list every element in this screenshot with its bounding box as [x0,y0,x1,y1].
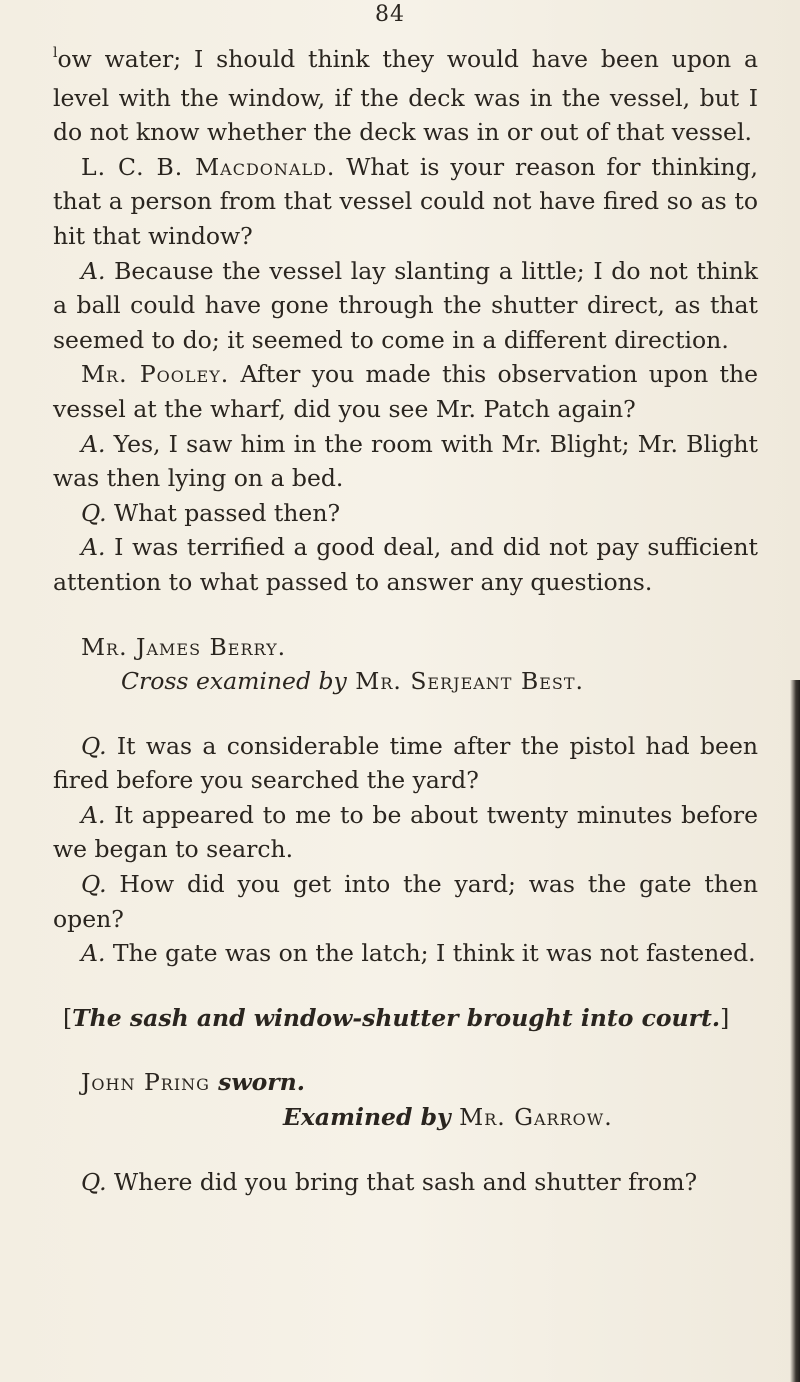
paragraph-pooley-question: Mr. Pooley. After you made this observation upon the vessel at the wharf, did you see Mr. Patch again? [53,360,758,423]
answer-label: A. [81,533,106,562]
answer-label: A. [81,429,106,458]
page-text [53,42,758,1199]
paragraph-continuation: $^l$ow water; I should think they would have been upon a level with the window, if the deck was in the vessel, but I do not know whether the deck was in or out of that vessel. [53,45,758,147]
answer-label: A. [81,800,106,829]
examined-heading: Examined by Mr. Garrow. [283,1103,613,1132]
spacer [53,699,758,729]
answer-label: A. [81,939,106,968]
speaker-name: Mr. Pooley. [81,360,230,389]
witness-heading: John Pring sworn. [81,1068,305,1097]
paragraph-answer: A. I was terrified a good deal, and did not pay sufficient attention to what passed to answer any questions. [53,533,758,596]
question-label: Q. [81,498,107,527]
paragraph-question: Q. Where did you bring that sash and shutter from? [81,1167,698,1196]
spacer [53,600,758,630]
paragraph-macdonald-question: L. C. B. Macdonald. What is your reason for thinking, that a person from that vessel could not have fired so as to hit that window? [53,152,759,250]
court-note: [The sash and window-shutter brought into court.] [63,1003,730,1032]
paragraph-answer: A. Because the vessel lay slanting a little; I do not think a ball could have gone through the shutter direct, as that seemed to do; it seemed to come in a different direction. [53,256,758,354]
spacer [53,1035,758,1065]
question-label: Q. [81,731,107,760]
cross-examined-heading: Cross examined by Mr. Serjeant Best. [121,667,584,696]
paragraph-question: Q. How did you get into the yard; was the gate then open? [53,870,758,933]
page-number: 84 [375,2,405,27]
paragraph-answer: A. Yes, I saw him in the room with Mr. Blight; Mr. Blight was then lying on a bed. [53,429,758,493]
witness-heading: Mr. James Berry. [81,632,287,661]
spacer [53,971,758,1001]
speaker-name: L. C. B. Macdonald. [81,152,336,181]
paragraph-answer: A. The gate was on the latch; I think it was not fastened. [81,939,756,968]
spacer [53,1135,758,1165]
question-label: Q. [81,870,107,899]
paragraph-answer: A. It appeared to me to be about twenty minutes before we began to search. [53,800,758,864]
answer-label: A. [81,256,106,285]
page-edge-shadow [790,680,800,1382]
paragraph-question: Q. It was a considerable time after the pistol had been fired before you searched the yard? [53,731,758,795]
question-label: Q. [81,1167,107,1196]
paragraph-question: Q. What passed then? [81,498,341,527]
